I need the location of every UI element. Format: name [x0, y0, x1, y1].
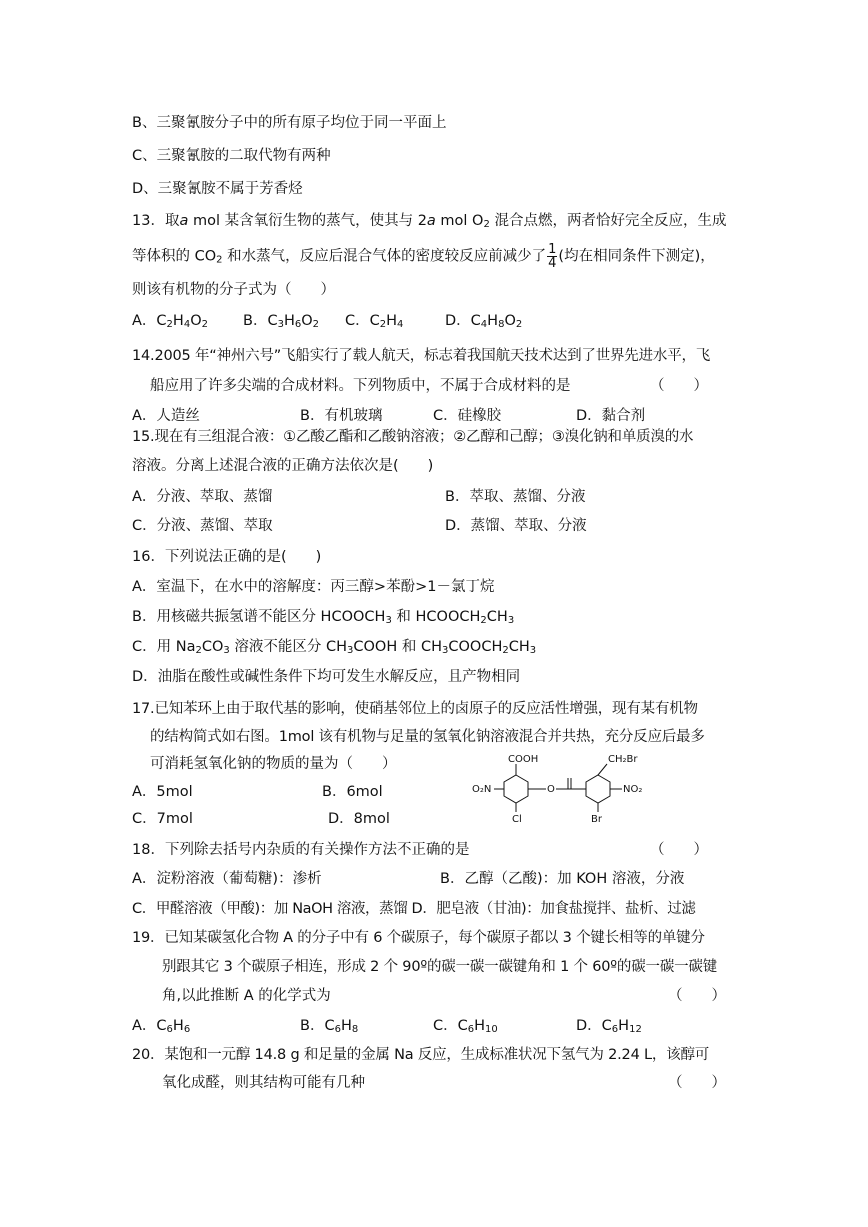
q13-text: mol 某含氧衍生物的蒸气，使其与 2 [188, 213, 427, 229]
subscript: 6 [467, 1024, 475, 1035]
subscript: 2 [480, 615, 487, 626]
q17-structural-formula [470, 750, 670, 825]
q17-option-b: B．6mol [322, 784, 383, 800]
option-text: CO [201, 639, 224, 655]
q17-structure-cl: Cl [512, 814, 522, 825]
subscript: 2 [312, 319, 320, 330]
subscript: 4 [397, 319, 404, 330]
q19-option-a [132, 1016, 190, 1036]
formula-part: C [324, 1018, 335, 1034]
subscript: 2 [195, 645, 202, 656]
q13-option-a [132, 311, 208, 331]
q17-structure-no2-left: O₂N [472, 784, 492, 795]
option-text: CH [486, 609, 508, 625]
subscript: 2 [166, 319, 173, 330]
q17-structure-br: Br [591, 814, 602, 825]
q13-text: 和水蒸气，反应后混合气体的密度较反应前减少了 [222, 248, 547, 265]
q16-option-d: D．油脂在酸性或碱性条件下均可发生水解反应，且产物相同 [132, 669, 521, 685]
subscript: 6 [166, 1024, 173, 1035]
q14-option-c: C．硅橡胶 [433, 408, 502, 424]
formula-part: H [340, 1018, 352, 1034]
formula-part: H [172, 313, 184, 329]
formula-part: C [601, 1018, 612, 1034]
formula-part: O [301, 313, 313, 329]
q12-option-d: D、三聚氰胺不属于芳香烃 [132, 181, 303, 197]
q13-text: 13．取 [132, 213, 180, 229]
q13-line-1 [132, 211, 726, 231]
subscript: 3 [507, 615, 515, 626]
q12-option-c: C、三聚氰胺的二取代物有两种 [132, 148, 331, 164]
q13-var-a: a [179, 213, 189, 229]
q19-option-b [300, 1016, 358, 1036]
formula-part: C [156, 313, 167, 329]
formula-part: H [172, 1018, 184, 1034]
q16-option-a: A．室温下，在水中的溶解度：丙三醇>苯酚>1－氯丁烷 [132, 579, 495, 595]
q20-answer-paren: （ ） [668, 1075, 726, 1091]
subscript: 3 [347, 645, 354, 656]
q14-option-a: A．人造丝 [132, 408, 200, 424]
option-letter: A． [132, 313, 157, 329]
q13-line-2 [132, 243, 715, 270]
q15-option-b: B．萃取、蒸馏、分液 [445, 489, 586, 505]
q15-option-d: D．蒸馏、萃取、分液 [445, 518, 587, 534]
q13-var-a: a [426, 213, 436, 229]
q13-option-d [445, 311, 522, 331]
option-letter: A． [132, 1018, 157, 1034]
option-text: COOCH [448, 639, 503, 655]
subscript: 3 [223, 645, 230, 656]
option-letter: B． [300, 1018, 325, 1034]
subscript: 6 [183, 1024, 191, 1035]
formula-part: H [474, 1018, 486, 1034]
option-letter: D． [445, 313, 471, 329]
q17-option-a: A．5mol [132, 784, 193, 800]
q19-option-d [576, 1016, 642, 1036]
q18-option-a: A．淀粉溶液（葡萄糖)：渗析 [132, 871, 322, 887]
fraction-one-quarter [547, 243, 557, 270]
formula-part: C [156, 1018, 167, 1034]
q13-text: 混合点燃，两者恰好完全反应，生成 [489, 213, 727, 229]
subscript: 3 [277, 319, 284, 330]
q17-line-3: 可消耗氢氧化钠的物质的量为（ ） [150, 756, 397, 772]
subscript: 3 [442, 645, 449, 656]
option-text: 溶液不能区分 CH [229, 639, 348, 655]
subscript: 2 [201, 319, 208, 330]
subscript: 6 [611, 1024, 619, 1035]
q15-line-2: 溶液。分离上述混合液的正确方法依次是( ) [132, 458, 434, 474]
q13-text: 等体积的 CO [132, 248, 217, 265]
q17-structure-ch2br: CH₂Br [608, 754, 638, 765]
q14-option-d: D．黏合剂 [576, 408, 646, 424]
option-text: B．用核磁共振氢谱不能区分 HCOOCH [132, 609, 386, 625]
subscript: 6 [294, 319, 302, 330]
subscript: 8 [351, 1024, 359, 1035]
subscript: 3 [529, 645, 537, 656]
q17-structure-no2-right: NO₂ [623, 784, 643, 795]
formula-part: H [386, 313, 398, 329]
formula-part: C [369, 313, 380, 329]
subscript: 2 [502, 645, 509, 656]
q17-structure-cooh: COOH [508, 754, 539, 765]
q17-option-d: D．8mol [328, 811, 390, 827]
subscript: 2 [515, 319, 523, 330]
q14-line-1: 14.2005 年“神州六号”飞船实行了载人航天，标志着我国航天技术达到了世界先进水平，飞 [132, 348, 711, 364]
option-letter: C． [345, 313, 370, 329]
q16-option-c [132, 637, 536, 657]
q14-option-b: B．有机玻璃 [300, 408, 383, 424]
q16-line-1: 16．下列说法正确的是( ) [132, 549, 322, 565]
formula-part: H [618, 1018, 630, 1034]
subscript: 2 [379, 319, 387, 330]
q13-text: mol O [435, 213, 484, 229]
q19-line-3: 角,以此推断 A 的化学式为 [162, 988, 331, 1004]
q18-answer-paren: （ ） [650, 842, 708, 858]
formula-part: C [457, 1018, 468, 1034]
option-text: CH [508, 639, 530, 655]
q14-line-2: 船应用了许多尖端的合成材料。下列物质中，不属于合成材料的是 [150, 378, 571, 394]
q20-line-1: 20．某饱和一元醇 14.8 g 和足量的金属 Na 反应，生成标准状况下氢气为 2.24 L，该醇可 [132, 1047, 710, 1063]
option-letter: D． [576, 1018, 602, 1034]
subscript: 6 [334, 1024, 341, 1035]
subscript: 8 [498, 319, 505, 330]
option-letter: C． [433, 1018, 458, 1034]
q14-answer-paren: （ ） [650, 378, 708, 394]
q13-text: (均在相同条件下测定)， [558, 248, 715, 265]
q20-line-2: 氧化成醛，则其结构可能有几种 [162, 1075, 365, 1091]
q17-option-c: C．7mol [132, 811, 193, 827]
subscript: 2 [483, 219, 490, 230]
option-text: 和 HCOOCH [391, 609, 481, 625]
q19-answer-paren: （ ） [668, 988, 726, 1004]
q17-structure-o: O [547, 784, 555, 795]
q19-line-2: 别跟其它 3 个碳原子相连，形成 2 个 90º的碳一碳一碳键角和 1 个 60º的碳一碳一碳键 [162, 959, 718, 975]
option-letter: B． [243, 313, 268, 329]
subscript: 10 [485, 1024, 498, 1035]
q12-option-b: B、三聚氰胺分子中的所有原子均位于同一平面上 [132, 115, 447, 131]
q15-option-c: C．分液、蒸馏、萃取 [132, 518, 273, 534]
subscript: 4 [480, 319, 488, 330]
q17-line-2: 的结构简式如右图。1mol 该有机物与足量的氢氧化钠溶液混合并共热，充分反应后最多 [150, 729, 705, 745]
subscript: 2 [216, 254, 223, 266]
subscript: 12 [629, 1024, 642, 1035]
q16-option-b [132, 607, 514, 627]
formula-part: C [470, 313, 481, 329]
q18-option-b: B．乙醇（乙酸)：加 KOH 溶液，分液 [440, 871, 685, 887]
fraction-numerator: 1 [548, 242, 557, 257]
subscript: 4 [183, 319, 191, 330]
formula-part: H [283, 313, 295, 329]
q13-line-3: 则该有机物的分子式为（ ） [132, 282, 335, 298]
q15-option-a: A．分液、萃取、蒸馏 [132, 489, 273, 505]
formula-part: O [190, 313, 202, 329]
q19-line-1: 19．已知某碳氢化合物 A 的分子中有 6 个碳原子，每个碳原子都以 3 个键长相等的单键分 [132, 930, 705, 946]
option-text: C．用 Na [132, 639, 196, 655]
option-text: COOH 和 CH [353, 639, 442, 655]
q18-option-c-d: C．甲醛溶液（甲酸)：加 NaOH 溶液，蒸馏 D．肥皂液（甘油)：加食盐搅拌、盐析、过滤 [132, 901, 696, 917]
q13-option-c [345, 311, 403, 331]
q13-option-b [243, 311, 319, 331]
subscript: 3 [385, 615, 392, 626]
formula-part: O [504, 313, 516, 329]
q18-line-1: 18．下列除去括号内杂质的有关操作方法不正确的是 [132, 842, 470, 858]
q15-line-1: 15.现在有三组混合液：①乙酸乙酯和乙酸钠溶液；②乙醇和己醇；③溴化钠和单质溴的水 [132, 429, 694, 445]
q19-option-c [433, 1016, 498, 1036]
formula-part: H [487, 313, 499, 329]
formula-part: C [267, 313, 278, 329]
fraction-denominator: 4 [548, 256, 557, 271]
q17-line-1: 17.已知苯环上由于取代基的影响，使硝基邻位上的卤原子的反应活性增强，现有某有机物 [132, 701, 698, 717]
